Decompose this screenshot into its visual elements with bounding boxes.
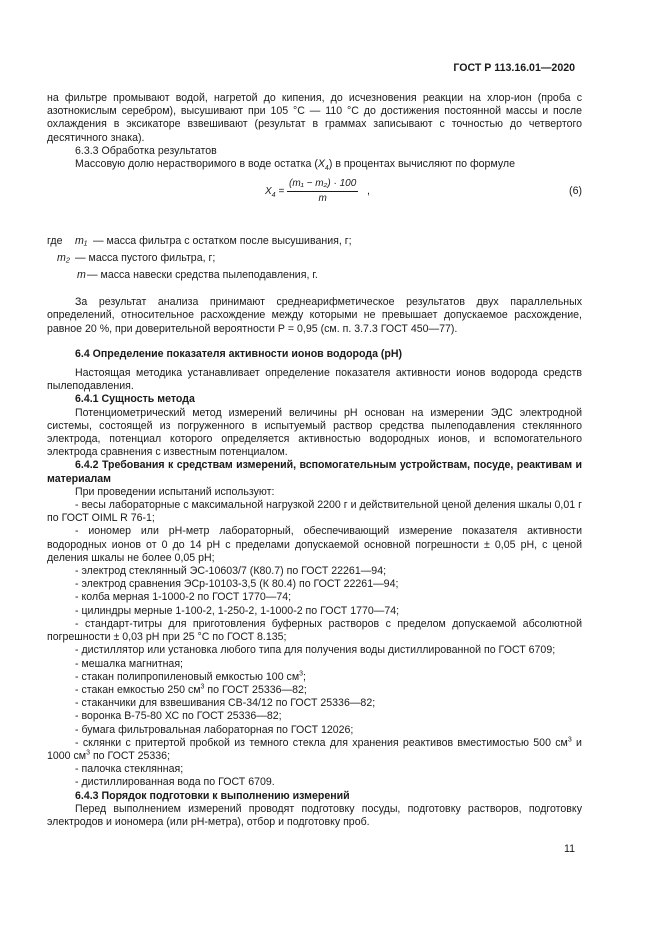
page-content	[47, 92, 582, 829]
section-6-4-2-heading: 6.4.2 Требования к средствам измерений, вспомогательным устройствам, посуде, реактивам и материалам	[47, 459, 582, 485]
list-item: - цилиндры мерные 1-100-2, 1-250-2, 1-1000-2 по ГОСТ 1770—74;	[75, 604, 400, 617]
list-item: - электрод стеклянный ЭС-10603/7 (К80.7) по ГОСТ 22261—94;	[75, 565, 387, 578]
document-header: ГОСТ Р 113.16.01—2020	[453, 62, 575, 74]
section-6-4-3-heading: 6.4.3 Порядок подготовки к выполнению измерений	[75, 789, 350, 802]
text-part: - стакан емкостью 250 см	[75, 683, 201, 696]
formula-lhs-var: X	[265, 186, 272, 198]
list-item: - бумага фильтровальная лабораторная по ГОСТ 12026;	[75, 723, 354, 736]
list-item: - колба мерная 1-1000-2 по ГОСТ 1770—74;	[75, 591, 292, 604]
formula-definitions	[47, 233, 582, 284]
list-item: - иономер или рН-метр лабораторный, обеспечивающий измерение показателя активности водородных ионов от 0 до 14 рН с пределами допускаемой основной погрешности ± 0,05 рН, с ценой деления шкалы не более 0,05 рН;	[47, 525, 582, 564]
def-variable: m₂	[57, 252, 70, 265]
list-item: - электрод сравнения ЭСр-10103-3,5 (К 80.4) по ГОСТ 22261—94;	[75, 578, 399, 591]
formula-lhs-sub: 4	[271, 192, 276, 200]
equipment-list	[47, 763, 582, 789]
section-6-3-3-heading: 6.3.3 Обработка результатов	[75, 144, 217, 157]
formula-denominator: m	[318, 193, 327, 205]
text-part: по ГОСТ 25336—82;	[204, 683, 307, 696]
variable-x: X	[317, 158, 325, 171]
equipment-list	[47, 697, 582, 737]
variable-subscript: 4	[324, 165, 329, 173]
section-6-4-heading: 6.4 Определение показателя активности ионов водорода (рН)	[75, 347, 403, 360]
definition-row	[47, 267, 582, 284]
text-part: Массовую долю нерастворимого в воде остатка (	[75, 158, 318, 171]
list-item	[47, 671, 582, 684]
equipment-list	[47, 499, 582, 671]
list-item: - воронка В-75-80 ХС по ГОСТ 25336—82;	[75, 710, 282, 723]
superscript: 3	[299, 670, 304, 678]
section-6-4-1-heading: 6.4.1 Сущность метода	[75, 393, 195, 406]
superscript: 3	[200, 683, 205, 691]
text-part: ) в процентах вычисляют по формуле	[328, 158, 515, 171]
definition-row	[47, 233, 582, 250]
paragraph-preparation: Перед выполнением измерений проводят подготовку посуды, подготовку растворов, подготовку электродов и иономера (или рН-метра), отбор и подготовку проб.	[47, 802, 582, 828]
def-text: — масса навески средства пылеподавления, г.	[87, 269, 318, 282]
paragraph-equipment-intro: При проведении испытаний используют:	[75, 485, 275, 498]
superscript: 3	[86, 749, 90, 757]
paragraph-filter-washing: на фильтре промывают водой, нагретой до кипения, до исчезновения реакции на хлор-ион (проба с азотнокислым серебром), высушивают при 105 °С — 110 °С до достижения постоянной массы и после охлаждения в эксикаторе взвешивают (результат в граммах записывают с точностью до четвертого десятичного знака).	[47, 92, 582, 144]
def-text: — масса фильтра с остатком после высушивания, г;	[93, 235, 352, 248]
where-label: где	[47, 235, 63, 248]
list-item: - мешалка магнитная;	[75, 657, 184, 670]
paragraph-mass-fraction	[47, 158, 582, 171]
text-part: - стакан полипропиленовый емкостью 100 см	[75, 670, 300, 683]
formula-number: (6)	[569, 185, 582, 198]
page-number: 11	[564, 843, 575, 855]
list-item: - стаканчики для взвешивания СВ-34/12 по ГОСТ 25336—82;	[75, 697, 376, 710]
superscript: 3	[567, 736, 572, 744]
formula-comma: ,	[367, 185, 370, 198]
def-variable: m₁	[75, 235, 88, 248]
list-item	[47, 684, 582, 697]
text-part: по ГОСТ 25336;	[90, 749, 171, 762]
text-part: ;	[303, 670, 306, 683]
formula-6	[47, 175, 582, 229]
formula-fraction	[287, 177, 358, 205]
formula-equals: =	[275, 186, 285, 198]
def-variable: m	[77, 269, 86, 282]
def-text: — масса пустого фильтра, г;	[75, 252, 216, 265]
formula-numerator: (m₁ − m₂) · 100	[287, 177, 358, 192]
list-item: - дистиллированная вода по ГОСТ 6709.	[75, 776, 275, 789]
paragraph-method-scope: Настоящая методика устанавливает определение показателя активности ионов водорода средств пылеподавления.	[47, 367, 582, 393]
text-part: и 1000 см	[47, 736, 582, 762]
list-item: - весы лабораторные с максимальной нагрузкой 2200 г и действительной ценой деления шкалы 0,01 г по ГОСТ OIML R 76-1;	[47, 499, 582, 525]
list-item	[47, 737, 582, 763]
text-part: - склянки с притертой пробкой из темного стекла для хранения реактивов вместимостью 500 см	[75, 736, 568, 749]
definition-row	[47, 250, 582, 267]
paragraph-result: За результат анализа принимают среднеарифметическое результатов двух параллельных определений, относительное расхождение между которыми не превышает допускаемое расхождение, равное 20 %, при доверительной вероятности Р = 0,95 (см. п. 3.7.3 ГОСТ 450—77).	[47, 296, 582, 335]
list-item: - стандарт-титры для приготовления буферных растворов с пределом допускаемой абсолютной погрешности ± 0,03 рН при 25 °С по ГОСТ 8.135;	[47, 617, 582, 644]
list-item: - дистиллятор или установка любого типа для получения воды дистиллированной по ГОСТ 6709;	[75, 644, 556, 657]
paragraph-method-essence: Потенциометрический метод измерений величины рН основан на измерении ЭДС электродной системы, состоящей из погруженного в испытуемый раствор средства пылеподавления стеклянного электрода, потенциал которого определяется активностью водородных ионов, и вспомогательного электрода сравнения с известным потенциалом.	[47, 406, 582, 459]
list-item: - палочка стеклянная;	[75, 763, 184, 776]
